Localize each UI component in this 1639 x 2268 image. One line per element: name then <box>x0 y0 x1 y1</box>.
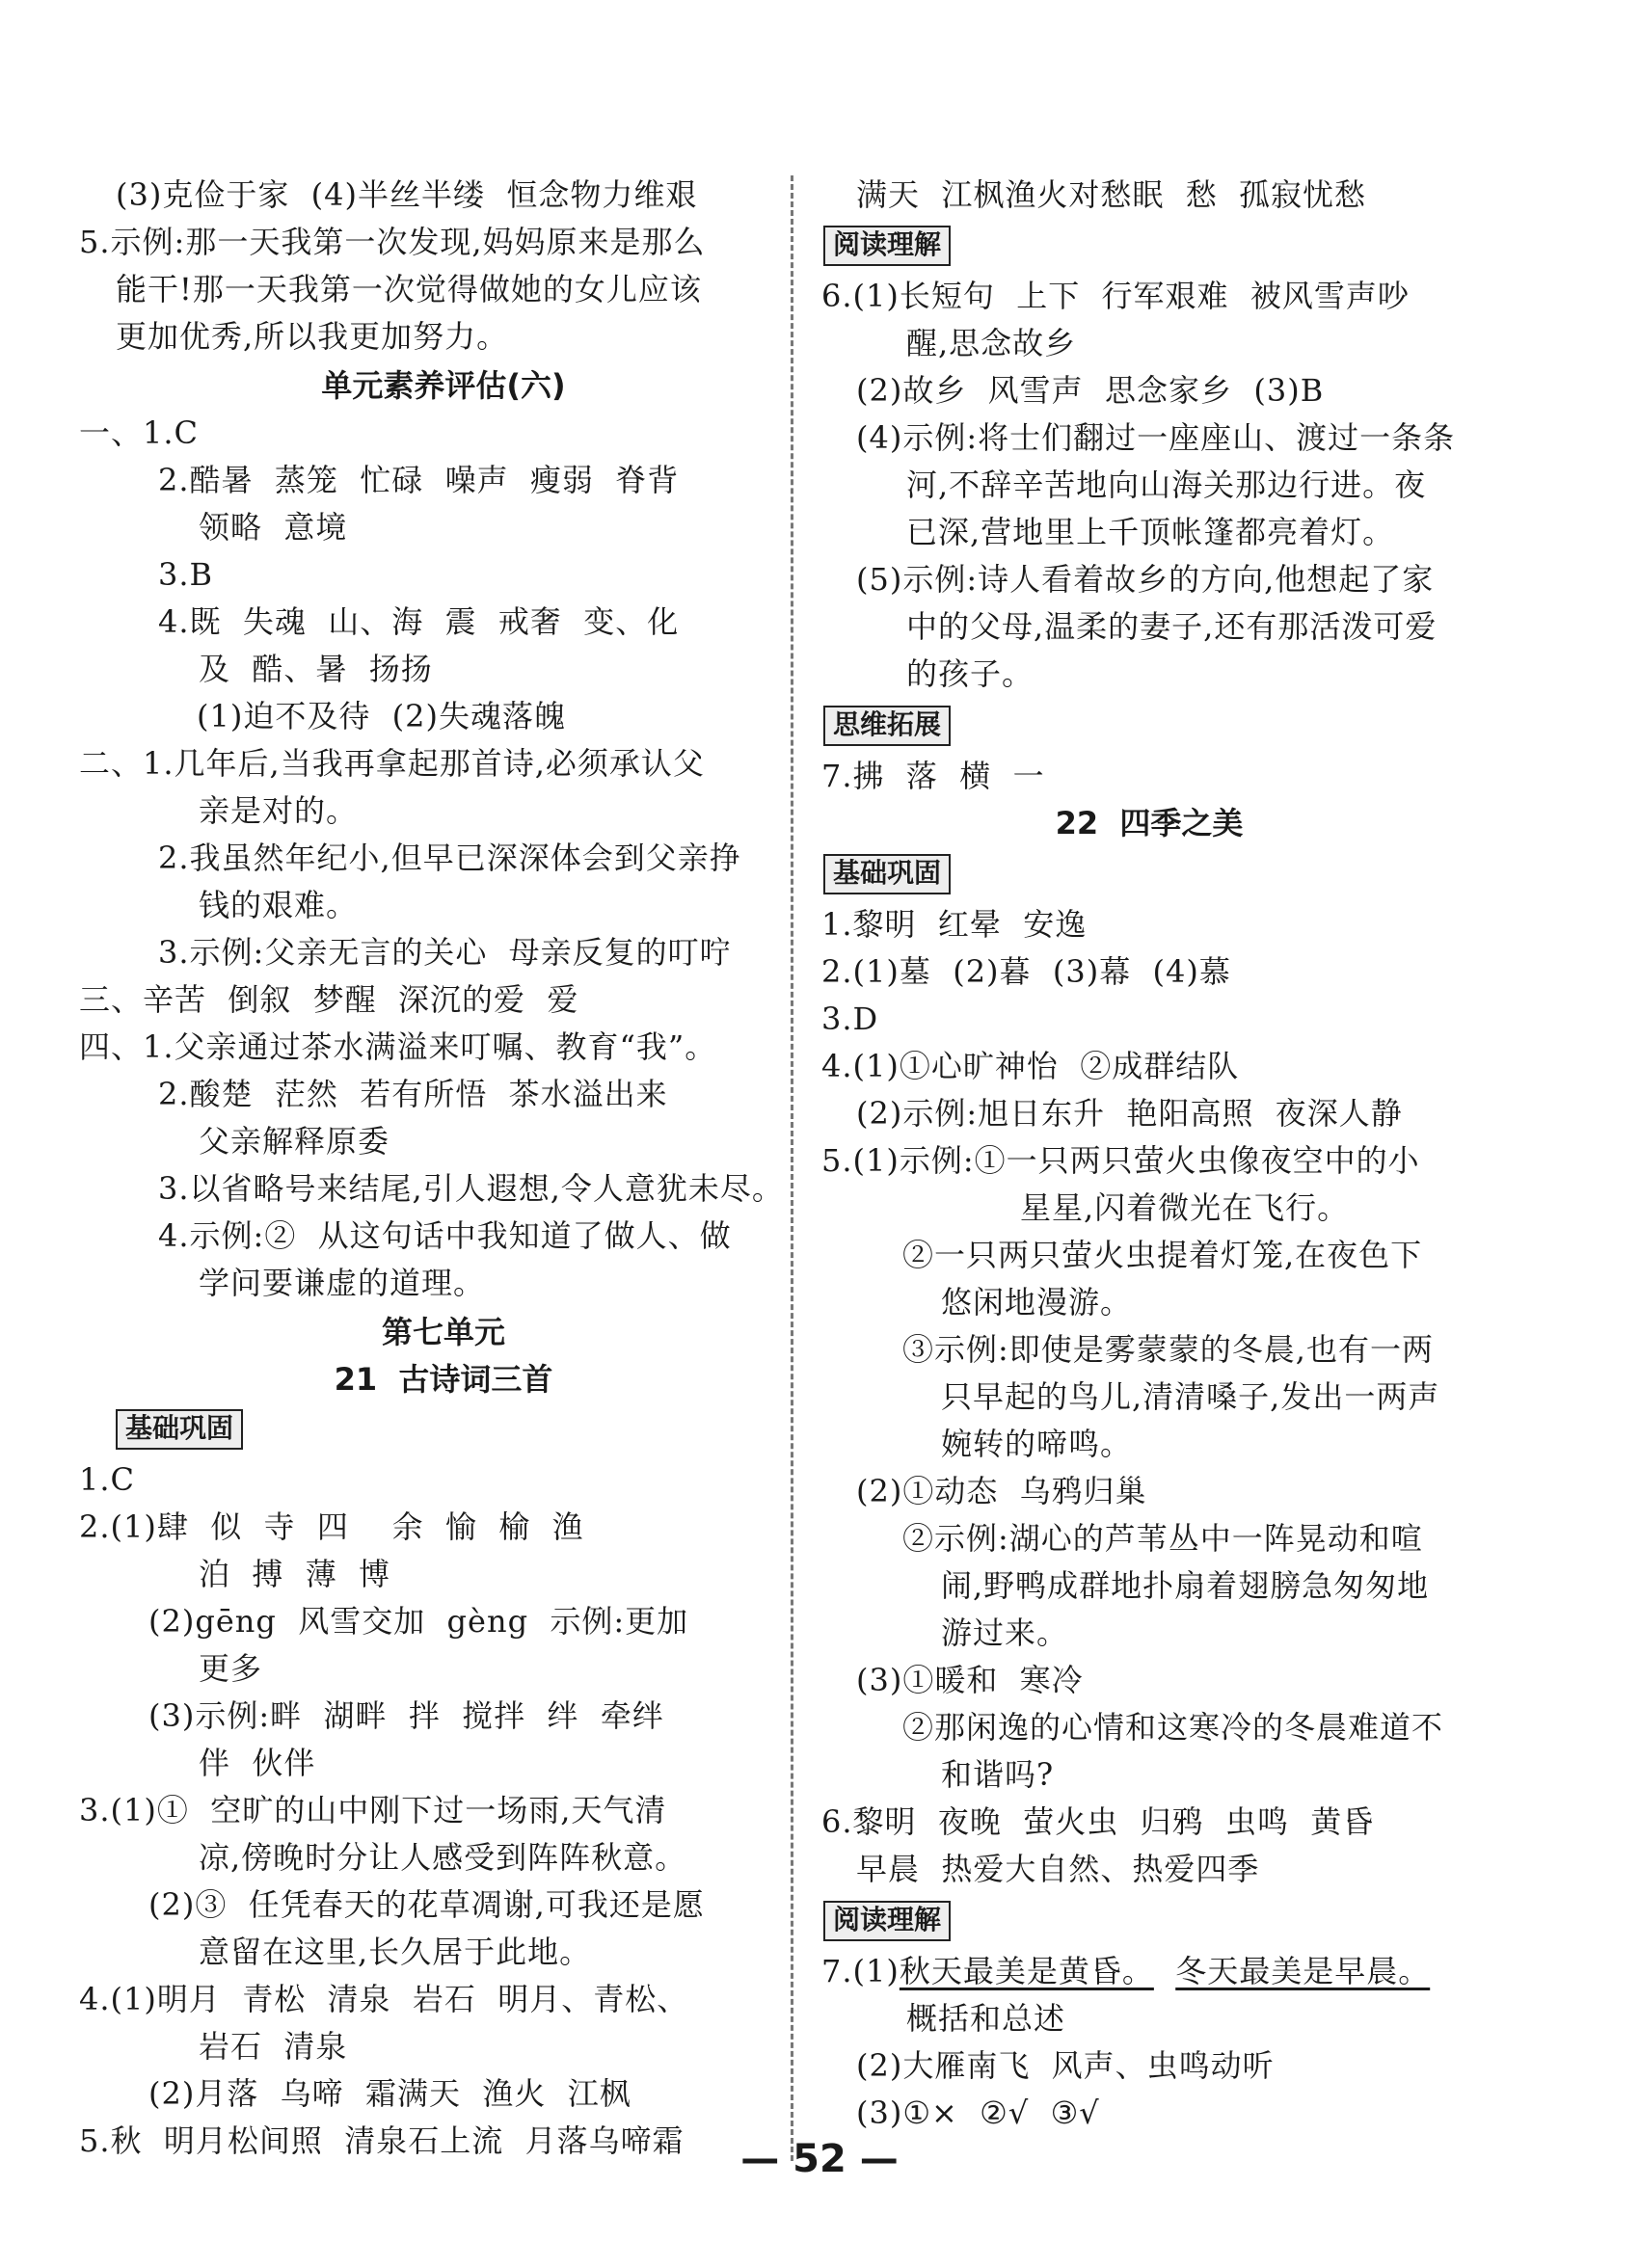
text-line: (4)示例:将士们翻过一座座山、渡过一条条 <box>856 419 1456 456</box>
section-tag: 基础巩固 <box>823 854 951 894</box>
text-line: 3.示例:父亲无言的关心 母亲反复的叮咛 <box>158 934 732 971</box>
text-line: 的孩子。 <box>906 655 1034 692</box>
text-line: (2)gēng 风雪交加 gèng 示例:更加 <box>148 1603 689 1640</box>
column-divider <box>791 175 793 2161</box>
text-line: 能干!那一天我第一次觉得做她的女儿应该 <box>116 271 702 307</box>
text-line: 2.酷暑 蒸笼 忙碌 噪声 瘦弱 脊背 <box>158 462 680 498</box>
unit-title: 第七单元 <box>381 1314 505 1350</box>
text-line: 5.示例:那一天我第一次发现,妈妈原来是那么 <box>79 224 706 260</box>
text-line: (3)①暖和 寒冷 <box>856 1662 1084 1698</box>
lesson-title: 22 四季之美 <box>1055 805 1244 841</box>
text-line: 1.黎明 红晕 安逸 <box>821 906 1088 943</box>
text-line: (2)月落 乌啼 霜满天 渔火 江枫 <box>148 2075 631 2112</box>
text-line: (2)①动态 乌鸦归巢 <box>856 1473 1147 1509</box>
text-line: 2.酸楚 茫然 若有所悟 茶水溢出来 <box>158 1076 668 1112</box>
text-line: 凉,傍晚时分让人感受到阵阵秋意。 <box>199 1839 687 1876</box>
text-line: 3.(1)① 空旷的山中刚下过一场雨,天气清 <box>79 1792 667 1828</box>
text-line: (5)示例:诗人看着故乡的方向,他想起了家 <box>856 561 1435 598</box>
text-line: 早晨 热爱大自然、热爱四季 <box>856 1851 1260 1887</box>
section-tag: 思维拓展 <box>823 706 951 746</box>
text-line: 7.拂 落 横 一 <box>821 758 1045 794</box>
text-line: 中的父母,温柔的妻子,还有那活泼可爱 <box>906 608 1437 645</box>
underlined-answer: 冬天最美是早晨。 <box>1175 1953 1431 1989</box>
text-line: (3)示例:畔 湖畔 拌 搅拌 绊 牵绊 <box>148 1697 664 1734</box>
text-line: 亲是对的。 <box>199 792 359 829</box>
text-line: 一、1.C <box>79 414 200 451</box>
section-tag: 阅读理解 <box>823 226 951 266</box>
text-line: 3.以省略号来结尾,引人遐想,令人意犹未尽。 <box>158 1170 784 1207</box>
text-line: 意留在这里,长久居于此地。 <box>199 1934 592 1970</box>
text-line: 四、1.父亲通过茶水满溢来叮嘱、教育“我”。 <box>79 1028 717 1065</box>
text-line: 4.(1)①心旷神怡 ②成群结队 <box>821 1048 1240 1084</box>
text-line: 2.(1)肆 似 寺 四 余 愉 榆 渔 <box>79 1508 584 1545</box>
text-line: 泊 搏 薄 博 <box>199 1556 391 1592</box>
text-line: 伴 伙伴 <box>199 1745 316 1781</box>
text-line: 闹,野鸭成群地扑扇着翅膀急匆匆地 <box>941 1567 1430 1604</box>
text-line: 5.秋 明月松间照 清泉石上流 月落乌啼霜 <box>79 2122 685 2159</box>
text-line <box>821 1948 1477 1995</box>
text-line: ②一只两只萤火虫提着灯笼,在夜色下 <box>902 1237 1423 1273</box>
text-line: 已深,营地里上千顶帐篷都亮着灯。 <box>906 514 1395 550</box>
text-line: 三、辛苦 倒叙 梦醒 深沉的爱 爱 <box>79 981 579 1018</box>
text-line: (3)克俭于家 (4)半丝半缕 恒念物力维艰 <box>116 176 698 213</box>
lesson-title: 21 古诗词三首 <box>334 1361 553 1398</box>
text-line: (2)③ 任凭春天的花草凋谢,可我还是愿 <box>148 1886 705 1923</box>
text-line: 父亲解释原委 <box>199 1123 390 1160</box>
text-line: 只早起的鸟儿,清清嗓子,发出一两声 <box>941 1378 1440 1415</box>
text-line: 6.(1)长短句 上下 行军艰难 被风雪声吵 <box>821 278 1410 314</box>
text-line: ②那闲逸的心情和这寒冷的冬晨难道不 <box>902 1709 1444 1746</box>
text-line: 满天 江枫渔火对愁眠 愁 孤寂忧愁 <box>856 176 1367 213</box>
text-line: (1)迫不及待 (2)失魂落魄 <box>197 698 567 734</box>
page-number: — 52 — <box>740 2137 899 2181</box>
text-line: 5.(1)示例:①一只两只萤火虫像夜空中的小 <box>821 1142 1420 1179</box>
section-title: 单元素养评估(六) <box>321 367 566 404</box>
text-line: 钱的艰难。 <box>199 887 359 923</box>
text-line: 岩石 清泉 <box>199 2028 348 2065</box>
text-line: 6.黎明 夜晚 萤火虫 归鸦 虫鸣 黄昏 <box>821 1803 1375 1840</box>
text-line: 3.D <box>821 1001 879 1037</box>
text-line: 2.(1)墓 (2)暮 (3)幕 (4)慕 <box>821 953 1231 990</box>
text-line: 4.示例:② 从这句话中我知道了做人、做 <box>158 1217 732 1254</box>
section-tag: 阅读理解 <box>823 1901 951 1941</box>
text-line: 和谐吗? <box>941 1756 1055 1793</box>
text-line: 婉转的啼鸣。 <box>941 1426 1133 1462</box>
text-line: 1.C <box>79 1461 136 1498</box>
text-line: 醒,思念故乡 <box>906 325 1077 361</box>
text-line: ③示例:即使是雾蒙蒙的冬晨,也有一两 <box>902 1331 1434 1368</box>
text-line: 河,不辞辛苦地向山海关那边行进。夜 <box>906 467 1427 503</box>
text-line: 及 酷、暑 扬扬 <box>199 651 433 687</box>
text-line: (2)大雁南飞 风声、虫鸣动听 <box>856 2047 1275 2084</box>
text-line: ②示例:湖心的芦苇丛中一阵晃动和喧 <box>902 1520 1423 1557</box>
section-tag: 基础巩固 <box>116 1409 243 1450</box>
text-line: 二、1.几年后,当我再拿起那首诗,必须承认父 <box>79 745 705 782</box>
text-line: 领略 意境 <box>199 509 348 546</box>
text-line: 4.(1)明月 青松 清泉 岩石 明月、青松、 <box>79 1981 689 2017</box>
text-line: 学问要谦虚的道理。 <box>199 1265 486 1301</box>
text-line: 3.B <box>158 556 214 593</box>
text-line: 悠闲地漫游。 <box>941 1284 1133 1321</box>
text-line: 概括和总述 <box>906 2000 1066 2037</box>
text-line: (3)①× ②√ ③√ <box>856 2095 1100 2131</box>
text-line: 4.既 失魂 山、海 震 戒奢 变、化 <box>158 603 680 640</box>
text-line: (2)故乡 风雪声 思念家乡 (3)B <box>856 372 1325 409</box>
text-line: 游过来。 <box>941 1614 1069 1651</box>
item-number: 7.(1) <box>821 1953 900 1989</box>
text-line: 2.我虽然年纪小,但早已深深体会到父亲挣 <box>158 840 741 876</box>
text-line: 星星,闪着微光在飞行。 <box>1020 1189 1350 1226</box>
text-line: 更加优秀,所以我更加努力。 <box>116 318 509 355</box>
text-line: 更多 <box>199 1650 263 1687</box>
text-line: (2)示例:旭日东升 艳阳高照 夜深人静 <box>856 1095 1403 1132</box>
underlined-answer: 秋天最美是黄昏。 <box>899 1953 1154 1989</box>
